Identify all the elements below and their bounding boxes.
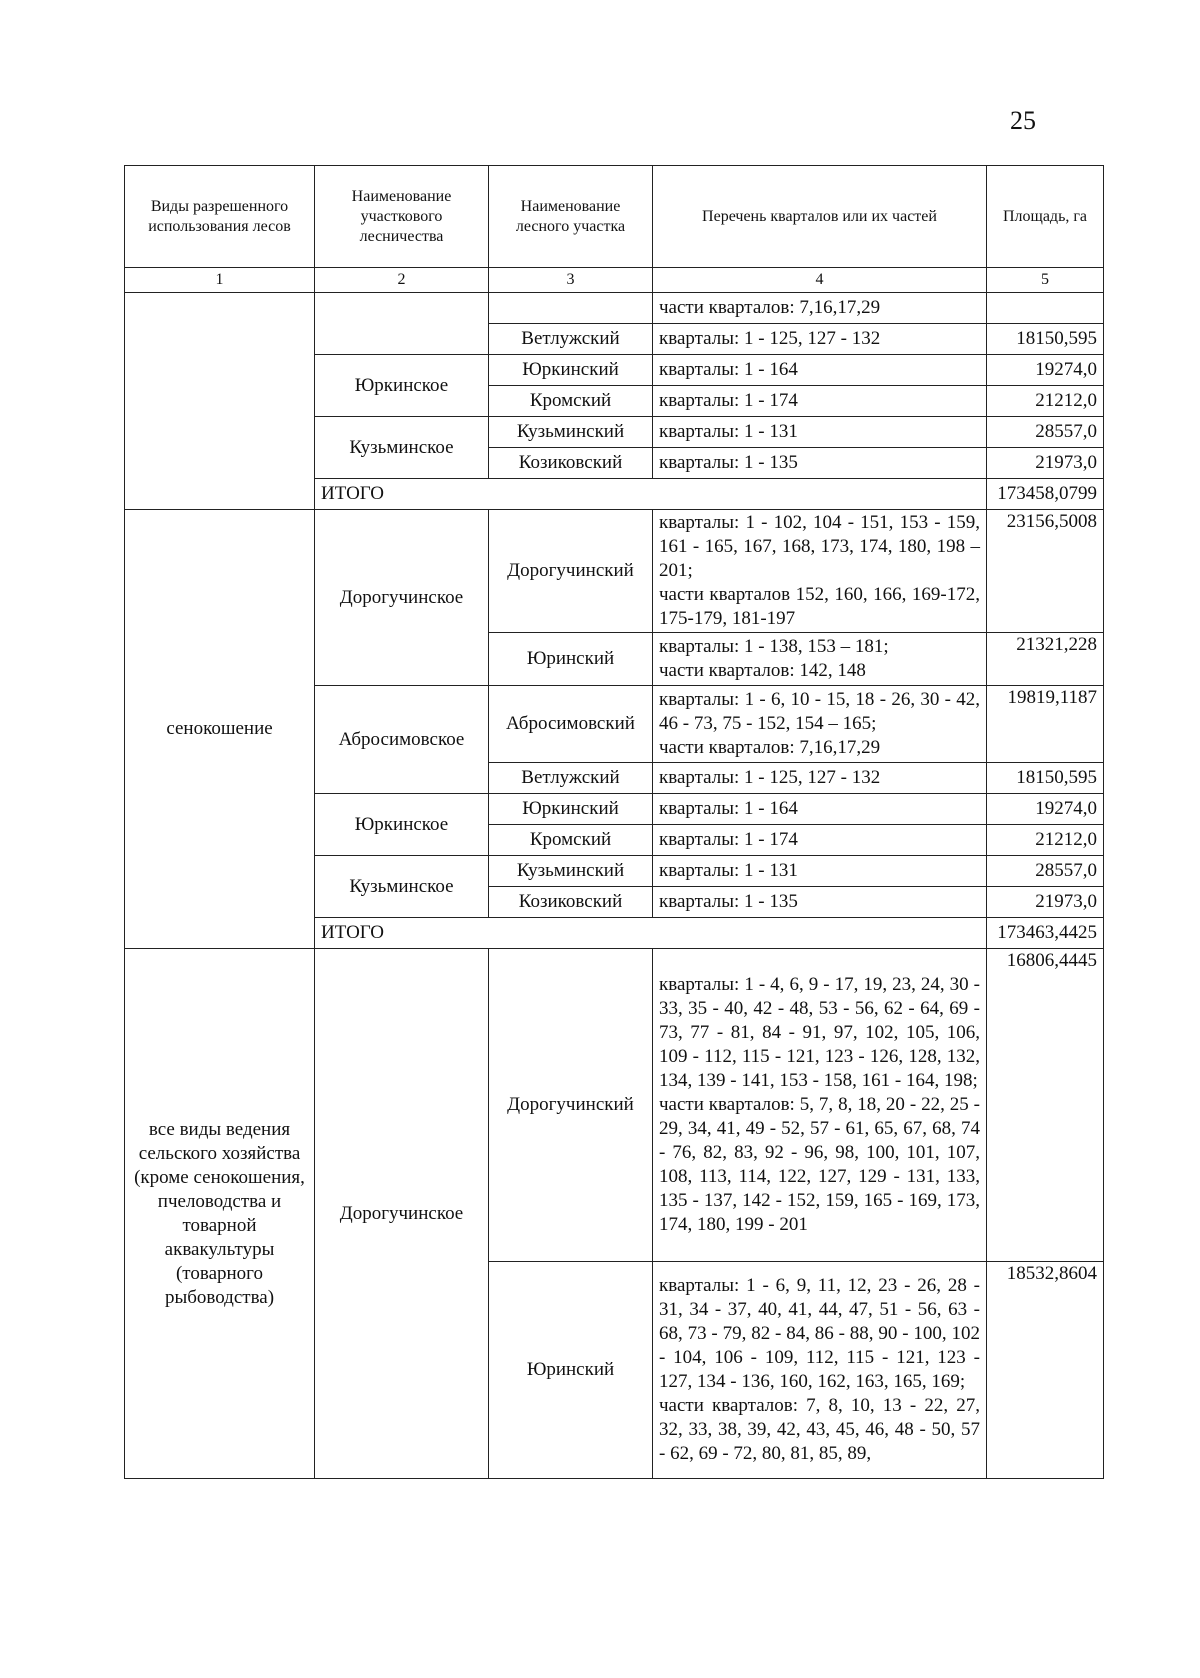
quarters-cell [653, 1262, 987, 1479]
header-use-type: Виды разрешенного использования лесов [125, 166, 315, 268]
area-cell: 18150,595 [987, 324, 1104, 355]
area-cell: 21212,0 [987, 386, 1104, 417]
header-area: Площадь, га [987, 166, 1104, 268]
area-cell: 21973,0 [987, 448, 1104, 479]
quarters-cell: кварталы: 1 - 131 [653, 856, 987, 887]
area-cell: 21321,228 [987, 633, 1104, 686]
plot-cell: Козиковский [489, 448, 653, 479]
col-number-1: 1 [125, 268, 315, 293]
use-type-cell: все виды ведения сельского хозяйства (кроме сенокошения, пчеловодства и товарной аквакультуры (товарного рыбоводства) [125, 949, 315, 1479]
header-plot: Наименование лесного участка [489, 166, 653, 268]
forest-use-table [124, 165, 1104, 1479]
area-cell: 28557,0 [987, 417, 1104, 448]
quarters-cell: кварталы: 1 - 164 [653, 794, 987, 825]
quarter-parts-list: части кварталов 152, 160, 166, 169-172, 175-179, 181-197 [659, 584, 980, 629]
quarters-cell [653, 686, 987, 763]
quarter-parts-list: части кварталов: 7,16,17,29 [659, 737, 881, 758]
header-forestry: Наименование участкового лесничества [315, 166, 489, 268]
total-label: ИТОГО [315, 479, 987, 510]
total-area: 173458,0799 [987, 479, 1104, 510]
area-cell: 19819,1187 [987, 686, 1104, 763]
plot-cell: Юринский [489, 633, 653, 686]
plot-cell: Дорогучинский [489, 949, 653, 1262]
table-header-row [125, 166, 1104, 268]
col-number-3: 3 [489, 268, 653, 293]
quarters-cell: кварталы: 1 - 131 [653, 417, 987, 448]
forestry-cell: Абросимовское [315, 686, 489, 794]
use-type-cell: сенокошение [125, 510, 315, 949]
table-row [125, 293, 1104, 324]
total-area: 173463,4425 [987, 918, 1104, 949]
plot-cell: Юркинский [489, 355, 653, 386]
area-cell: 23156,5008 [987, 510, 1104, 633]
quarters-list: кварталы: 1 - 102, 104 - 151, 153 - 159, 161 - 165, 167, 168, 173, 174, 180, 198 – 201; [659, 512, 980, 581]
forestry-cell: Юркинское [315, 355, 489, 417]
area-cell: 28557,0 [987, 856, 1104, 887]
plot-cell: Кромский [489, 386, 653, 417]
plot-cell: Ветлужский [489, 324, 653, 355]
table-row [125, 949, 1104, 1262]
quarters-list: кварталы: 1 - 4, 6, 9 - 17, 19, 23, 24, 30 - 33, 35 - 40, 42 - 48, 53 - 56, 62 - 64, 69 - 73, 77 - 81, 84 - 91, 97, 102, 105, 106, 109 - 112, 115 - 121, 123 - 126, 128, 132, 134, 139 - 141, 153 - 158, 161 - 164, 198; [659, 974, 980, 1091]
area-cell: 19274,0 [987, 794, 1104, 825]
header-quarters: Перечень кварталов или их частей [653, 166, 987, 268]
quarters-cell [653, 949, 987, 1262]
quarters-list: кварталы: 1 - 6, 10 - 15, 18 - 26, 30 - 42, 46 - 73, 75 - 152, 154 – 165; [659, 689, 980, 734]
plot-cell: Юркинский [489, 794, 653, 825]
area-cell: 21212,0 [987, 825, 1104, 856]
total-label: ИТОГО [315, 918, 987, 949]
plot-cell: Козиковский [489, 887, 653, 918]
quarter-parts-list: части кварталов: 142, 148 [659, 660, 866, 681]
plot-cell: Кузьминский [489, 417, 653, 448]
quarters-cell [653, 510, 987, 633]
forestry-cell: Дорогучинское [315, 949, 489, 1479]
page-number: 25 [1010, 106, 1036, 135]
quarters-list: кварталы: 1 - 6, 9, 11, 12, 23 - 26, 28 - 31, 34 - 37, 40, 41, 44, 47, 51 - 56, 63 - 68, 73 - 79, 82 - 84, 86 - 88, 90 - 100, 102 - 104, 106 - 109, 112, 115 - 121, 123 - 127, 134 - 136, 160, 162, 163, 165, 169; [659, 1275, 980, 1392]
plot-cell: Абросимовский [489, 686, 653, 763]
use-type-cell [125, 293, 315, 510]
plot-cell: Юринский [489, 1262, 653, 1479]
column-number-row [125, 268, 1104, 293]
quarters-cell: кварталы: 1 - 135 [653, 887, 987, 918]
plot-cell: Кузьминский [489, 856, 653, 887]
quarters-cell: кварталы: 1 - 174 [653, 386, 987, 417]
plot-cell: Ветлужский [489, 763, 653, 794]
area-cell: 16806,4445 [987, 949, 1104, 1262]
quarter-parts-list: части кварталов: 5, 7, 8, 18, 20 - 22, 25 - 29, 34, 41, 49 - 52, 57 - 61, 65, 67, 68, 74 - 76, 82, 83, 92 - 96, 98, 100, 101, 107, 108, 113, 114, 122, 127, 129 - 131, 133, 135 - 137, 142 - 152, 159, 165 - 169, 173, 174, 180, 199 - 201 [659, 1094, 980, 1235]
quarters-cell: части кварталов: 7,16,17,29 [653, 293, 987, 324]
plot-cell: Дорогучинский [489, 510, 653, 633]
col-number-2: 2 [315, 268, 489, 293]
quarter-parts-list: части кварталов: 7, 8, 10, 13 - 22, 27, 32, 33, 38, 39, 42, 43, 45, 46, 48 - 50, 57 - 62, 69 - 72, 80, 81, 85, 89, [659, 1395, 980, 1464]
forestry-cell [315, 293, 489, 355]
quarters-cell: кварталы: 1 - 125, 127 - 132 [653, 763, 987, 794]
forestry-cell: Дорогучинское [315, 510, 489, 686]
col-number-5: 5 [987, 268, 1104, 293]
area-cell: 19274,0 [987, 355, 1104, 386]
quarters-list: кварталы: 1 - 138, 153 – 181; [659, 636, 889, 657]
quarters-cell [653, 633, 987, 686]
area-cell: 18150,595 [987, 763, 1104, 794]
quarters-cell: кварталы: 1 - 174 [653, 825, 987, 856]
area-cell: 21973,0 [987, 887, 1104, 918]
forestry-cell: Юркинское [315, 794, 489, 856]
quarters-cell: кварталы: 1 - 125, 127 - 132 [653, 324, 987, 355]
quarters-cell: кварталы: 1 - 135 [653, 448, 987, 479]
table-row [125, 510, 1104, 633]
plot-cell: Кромский [489, 825, 653, 856]
forestry-cell: Кузьминское [315, 856, 489, 918]
forestry-cell: Кузьминское [315, 417, 489, 479]
col-number-4: 4 [653, 268, 987, 293]
area-cell: 18532,8604 [987, 1262, 1104, 1479]
quarters-cell: кварталы: 1 - 164 [653, 355, 987, 386]
area-cell [987, 293, 1104, 324]
plot-cell [489, 293, 653, 324]
